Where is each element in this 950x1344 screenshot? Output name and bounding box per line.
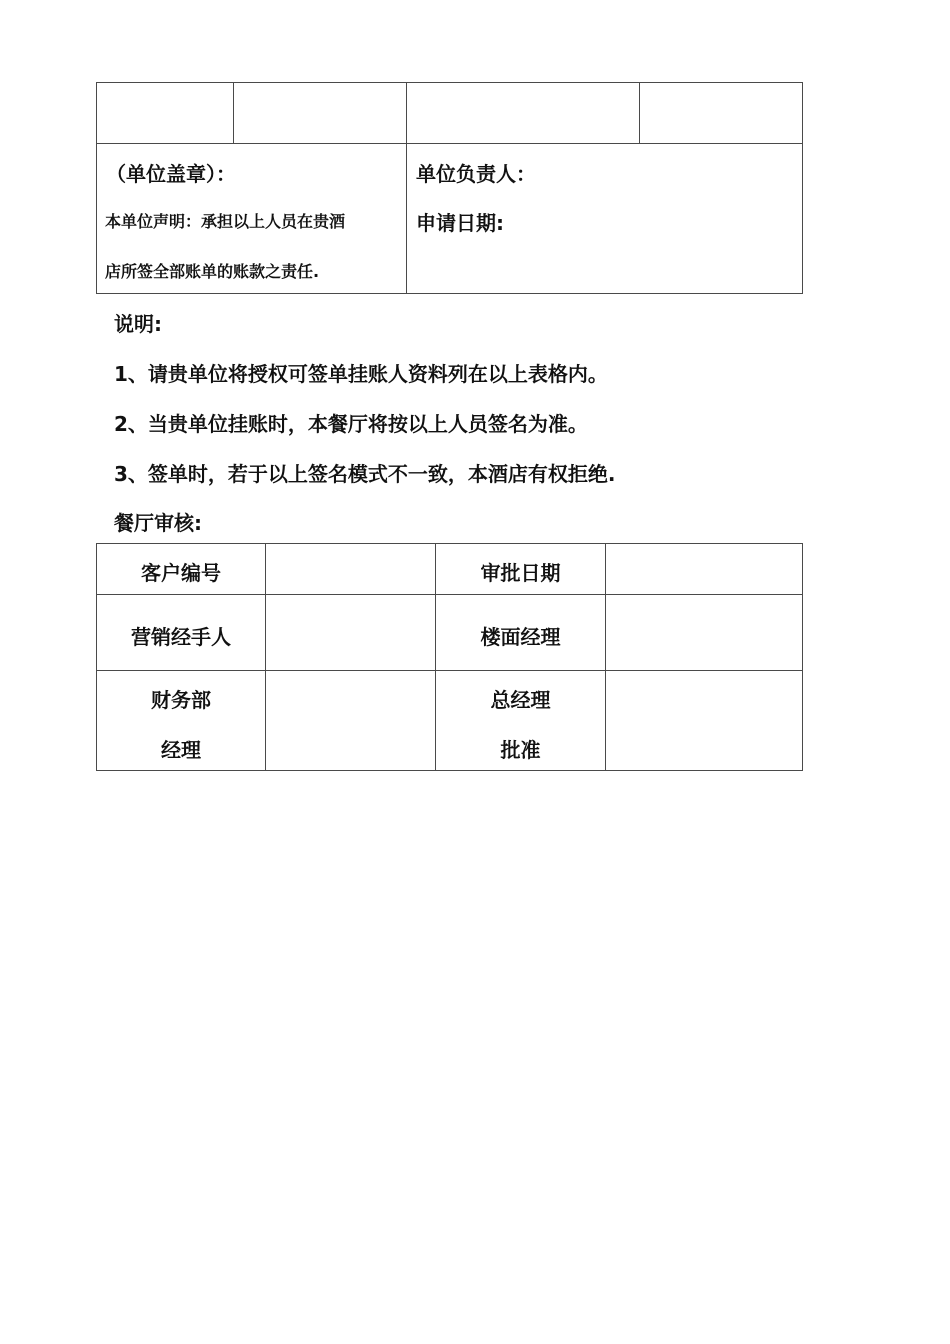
customer-number-label: 客户编号 <box>141 561 221 585</box>
unit-statement-line2: 店所签全部账单的账款之责任. <box>105 262 320 281</box>
table-border-bottom <box>96 770 803 771</box>
table-border-right <box>802 82 803 294</box>
marketing-handler-label: 营销经手人 <box>131 625 231 649</box>
person-in-charge-label: 单位负责人： <box>416 162 536 186</box>
note-item: 2、当贵单位挂账时，本餐厅将按以上人员签名为准。 <box>114 412 588 436</box>
signature-cell[interactable] <box>234 83 406 143</box>
finance-manager-label-line2: 经理 <box>161 738 201 762</box>
finance-manager-field[interactable] <box>266 671 435 770</box>
note-item: 1、请贵单位将授权可签单挂账人资料列在以上表格内。 <box>114 362 608 386</box>
apply-date-label: 申请日期: <box>416 211 504 235</box>
table-row-divider <box>96 143 803 144</box>
finance-manager-label-line1: 财务部 <box>151 688 211 712</box>
customer-number-field[interactable] <box>266 544 435 594</box>
unit-statement-line1: 本单位声明：承担以上人员在贵酒 <box>105 212 346 231</box>
signature-cell[interactable] <box>640 83 802 143</box>
notes-title: 说明: <box>114 312 162 336</box>
unit-seal-label: （单位盖章）： <box>106 162 236 186</box>
approval-date-field[interactable] <box>606 544 802 594</box>
review-title: 餐厅审核: <box>114 511 202 535</box>
floor-manager-label: 楼面经理 <box>480 625 561 649</box>
general-manager-label-line1: 总经理 <box>490 688 551 712</box>
table-border-right <box>802 543 803 771</box>
marketing-handler-field[interactable] <box>266 595 435 670</box>
note-item: 3、签单时，若于以上签名模式不一致，本酒店有权拒绝. <box>114 462 616 486</box>
signature-cell[interactable] <box>407 83 639 143</box>
general-manager-field[interactable] <box>606 671 802 770</box>
table-border-bottom <box>96 293 803 294</box>
floor-manager-field[interactable] <box>606 595 802 670</box>
approval-date-label: 审批日期 <box>480 561 561 585</box>
general-manager-label-line2: 批准 <box>500 738 541 762</box>
signature-cell[interactable] <box>97 83 233 143</box>
